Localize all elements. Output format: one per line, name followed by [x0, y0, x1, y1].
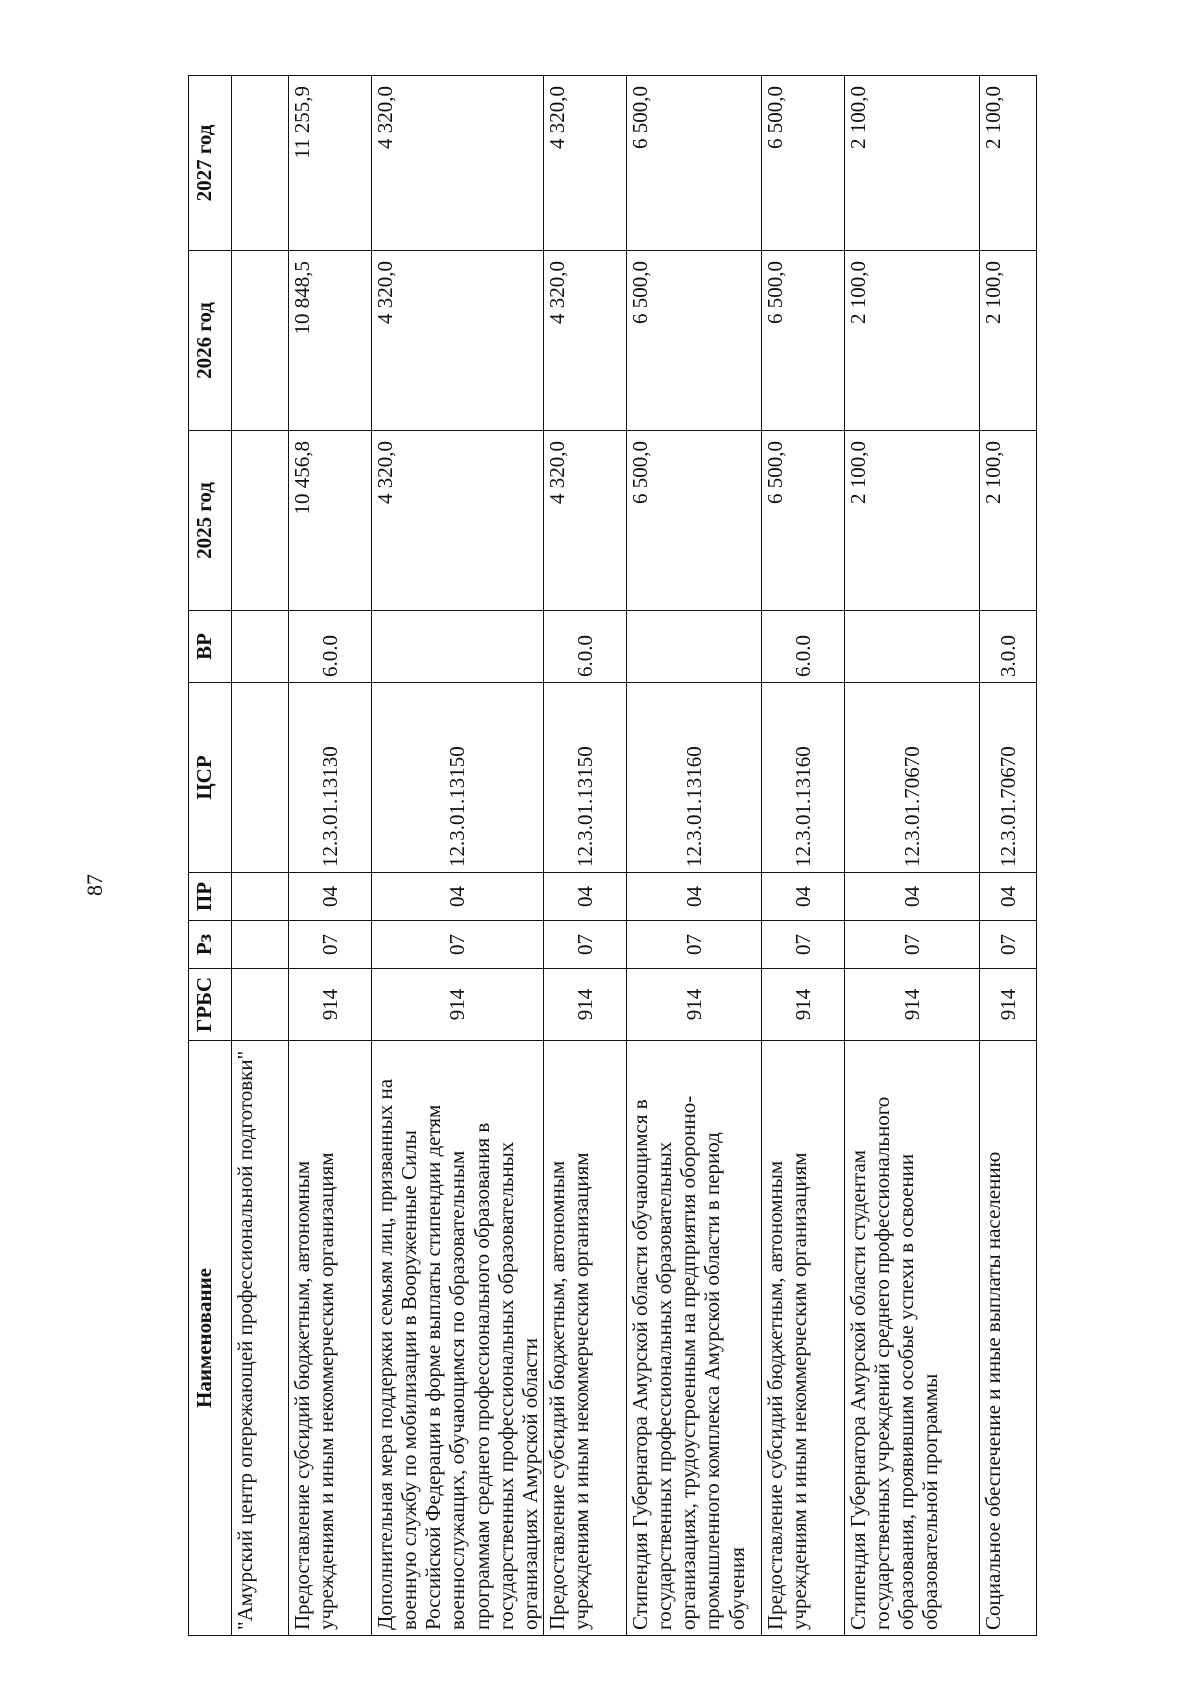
cell-pr: 04 — [844, 873, 979, 921]
table-row — [979, 76, 1036, 1636]
cell-2027: 4 320,0 — [372, 76, 544, 251]
table-row — [543, 76, 626, 1636]
cell-2027 — [232, 76, 289, 251]
cell-2026: 10 848,5 — [289, 251, 372, 431]
cell-csr: 12.3.01.70670 — [844, 683, 979, 873]
cell-vr — [232, 611, 289, 683]
cell-rz: 07 — [626, 921, 761, 969]
table-row — [289, 76, 372, 1636]
cell-2026: 2 100,0 — [844, 251, 979, 431]
cell-grbs: 914 — [626, 969, 761, 1041]
cell-2027: 2 100,0 — [979, 76, 1036, 251]
cell-2026: 4 320,0 — [372, 251, 544, 431]
cell-grbs — [232, 969, 289, 1041]
cell-2025 — [232, 431, 289, 611]
cell-name: Стипендия Губернатора Амурской области обучающимся в государственных профессиональных образовательных организациях, трудоустроенным на предприятия оборонно-промышленного комплекса Амурской области в период обучения — [626, 1041, 761, 1636]
rotated-table-container — [188, 76, 1078, 1636]
cell-pr: 04 — [372, 873, 544, 921]
cell-2027: 2 100,0 — [844, 76, 979, 251]
table-row — [761, 76, 844, 1636]
cell-2025: 6 500,0 — [626, 431, 761, 611]
cell-csr: 12.3.01.13150 — [372, 683, 544, 873]
cell-2027: 11 255,9 — [289, 76, 372, 251]
cell-grbs: 914 — [289, 969, 372, 1041]
table-header-row — [189, 76, 232, 1636]
cell-rz: 07 — [761, 921, 844, 969]
cell-rz: 07 — [289, 921, 372, 969]
cell-2026: 6 500,0 — [626, 251, 761, 431]
cell-vr: 6.0.0 — [543, 611, 626, 683]
cell-pr — [232, 873, 289, 921]
cell-vr — [844, 611, 979, 683]
header-2025: 2025 год — [189, 431, 232, 611]
cell-2027: 4 320,0 — [543, 76, 626, 251]
cell-2027: 6 500,0 — [761, 76, 844, 251]
cell-rz: 07 — [372, 921, 544, 969]
header-name: Наименование — [189, 1041, 232, 1636]
header-pr: ПР — [189, 873, 232, 921]
cell-grbs: 914 — [372, 969, 544, 1041]
cell-2025: 10 456,8 — [289, 431, 372, 611]
cell-pr: 04 — [626, 873, 761, 921]
table-row — [844, 76, 979, 1636]
table-row — [626, 76, 761, 1636]
cell-vr: 6.0.0 — [761, 611, 844, 683]
cell-2026: 6 500,0 — [761, 251, 844, 431]
cell-pr: 04 — [543, 873, 626, 921]
cell-csr: 12.3.01.13160 — [761, 683, 844, 873]
cell-csr: 12.3.01.13160 — [626, 683, 761, 873]
cell-vr: 3.0.0 — [979, 611, 1036, 683]
header-grbs: ГРБС — [189, 969, 232, 1041]
page-number: 87 — [82, 874, 107, 896]
cell-grbs: 914 — [761, 969, 844, 1041]
cell-2025: 2 100,0 — [979, 431, 1036, 611]
cell-2025: 4 320,0 — [543, 431, 626, 611]
cell-csr — [232, 683, 289, 873]
header-2027: 2027 год — [189, 76, 232, 251]
cell-name: Предоставление субсидий бюджетным, автономным учреждениям и иным некоммерческим организациям — [761, 1041, 844, 1636]
cell-rz: 07 — [543, 921, 626, 969]
cell-2025: 6 500,0 — [761, 431, 844, 611]
cell-csr: 12.3.01.70670 — [979, 683, 1036, 873]
cell-vr: 6.0.0 — [289, 611, 372, 683]
cell-vr — [372, 611, 544, 683]
header-rz: Рз — [189, 921, 232, 969]
cell-2026: 2 100,0 — [979, 251, 1036, 431]
cell-name: Стипендия Губернатора Амурской области студентам государственных учреждений среднего профессионального образования, проявившим особые успехи в освоении образовательной программы — [844, 1041, 979, 1636]
cell-name: Социальное обеспечение и иные выплаты населению — [979, 1041, 1036, 1636]
cell-pr: 04 — [979, 873, 1036, 921]
table-row — [372, 76, 544, 1636]
cell-2025: 4 320,0 — [372, 431, 544, 611]
cell-rz: 07 — [844, 921, 979, 969]
cell-pr: 04 — [289, 873, 372, 921]
cell-name: "Амурский центр опережающей профессиональной подготовки" — [232, 1041, 289, 1636]
header-vr: ВР — [189, 611, 232, 683]
cell-name: Предоставление субсидий бюджетным, автономным учреждениям и иным некоммерческим организациям — [543, 1041, 626, 1636]
header-2026: 2026 год — [189, 251, 232, 431]
cell-rz: 07 — [979, 921, 1036, 969]
cell-name: Дополнительная мера поддержки семьям лиц, призванных на военную службу по мобилизации в Вооруженные Силы Российской Федерации в форме выплаты стипендии детям военнослужащих, обучающимся по образовательным программам среднего профессионального образования в государственных профессиональных образовательных организациях Амурской области — [372, 1041, 544, 1636]
cell-pr: 04 — [761, 873, 844, 921]
cell-vr — [626, 611, 761, 683]
table-row — [232, 76, 289, 1636]
cell-rz — [232, 921, 289, 969]
cell-grbs: 914 — [543, 969, 626, 1041]
cell-2025: 2 100,0 — [844, 431, 979, 611]
cell-csr: 12.3.01.13130 — [289, 683, 372, 873]
cell-2026 — [232, 251, 289, 431]
cell-2026: 4 320,0 — [543, 251, 626, 431]
budget-table — [188, 75, 1037, 1636]
cell-csr: 12.3.01.13150 — [543, 683, 626, 873]
cell-grbs: 914 — [844, 969, 979, 1041]
cell-grbs: 914 — [979, 969, 1036, 1041]
cell-name: Предоставление субсидий бюджетным, автономным учреждениям и иным некоммерческим организациям — [289, 1041, 372, 1636]
header-csr: ЦСР — [189, 683, 232, 873]
cell-2027: 6 500,0 — [626, 76, 761, 251]
